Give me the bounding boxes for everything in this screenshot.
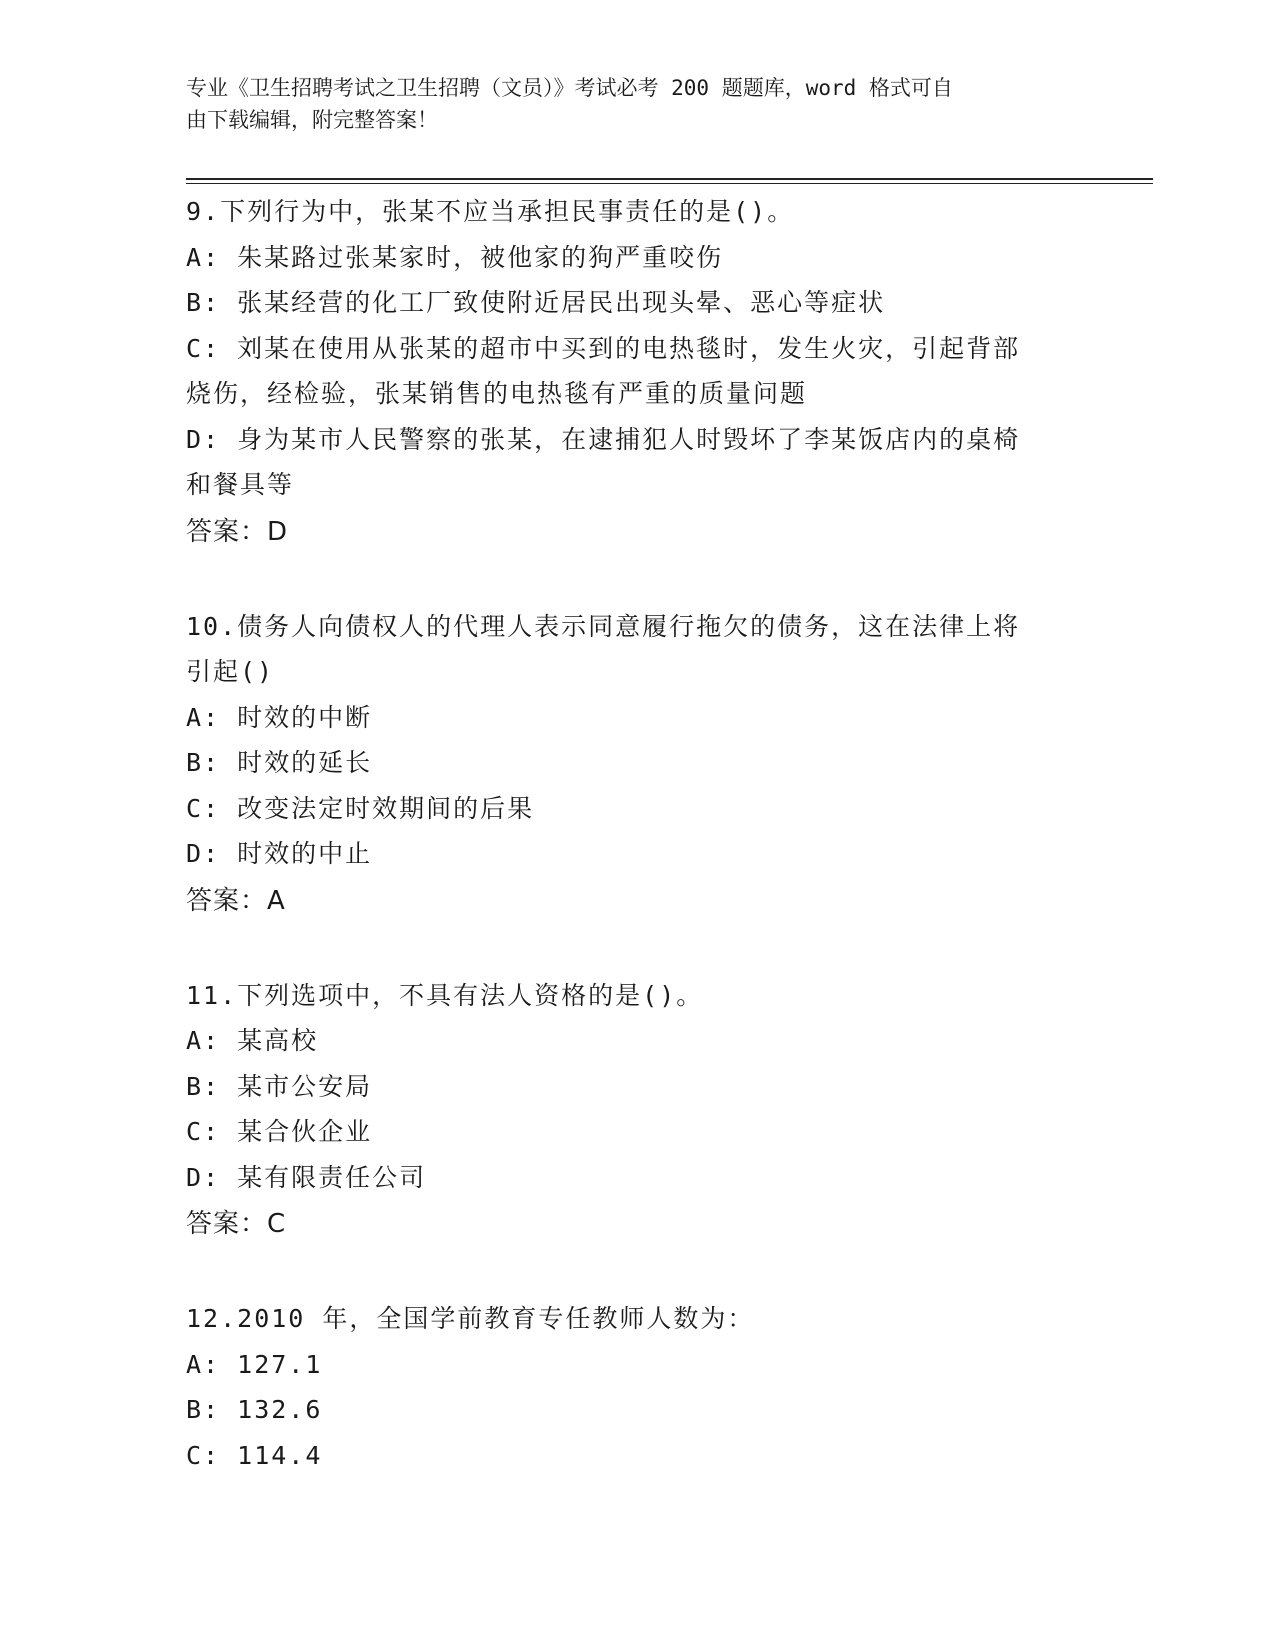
option-b: B: 时效的延长	[186, 748, 373, 777]
option-c: C: 114.4	[186, 1440, 323, 1470]
question-block	[186, 1296, 1086, 1478]
option-a: A: 某高校	[186, 1026, 319, 1055]
option-a: A: 时效的中断	[186, 702, 373, 732]
question-list	[186, 189, 1086, 1478]
document-header	[186, 72, 1086, 136]
question-block	[186, 973, 1086, 1249]
answer-label: 答案：C	[186, 1209, 287, 1239]
option-b: B: 某市公安局	[186, 1071, 373, 1101]
answer-label: 答案：D	[186, 516, 289, 547]
option-c: C: 某合伙企业	[186, 1117, 373, 1146]
option-c-continued: 烧伤，经检验，张某销售的电热毯有严重的质量问题	[186, 379, 808, 408]
header-divider-thin	[186, 183, 1153, 184]
question-stem: 10.债务人向债权人的代理人表示同意履行拖欠的债务，这在法律上将	[186, 611, 1021, 641]
option-a: A: 127.1	[186, 1349, 323, 1379]
header-line-1: 专业《卫生招聘考试之卫生招聘（文员）》考试必考 200 题题库，word 格式可自	[186, 76, 953, 100]
header-divider-thick	[186, 178, 1153, 180]
question-stem: 12.2010 年，全国学前教育专任教师人数为：	[186, 1304, 755, 1333]
question-stem: 9.下列行为中，张某不应当承担民事责任的是()。	[186, 197, 795, 226]
option-d: D: 某有限责任公司	[186, 1162, 427, 1192]
option-d-continued: 和餐具等	[186, 470, 295, 499]
answer-label: 答案：A	[186, 885, 286, 916]
option-b: B: 132.6	[186, 1395, 323, 1424]
option-b: B: 张某经营的化工厂致使附近居民出现头晕、恶心等症状	[186, 288, 886, 317]
option-c: C: 改变法定时效期间的后果	[186, 793, 535, 823]
option-d: D: 时效的中止	[186, 839, 373, 868]
question-block	[186, 604, 1086, 925]
question-stem-continued: 引起()	[186, 657, 275, 686]
question-block	[186, 189, 1086, 556]
header-line-2: 由下载编辑，附完整答案！	[186, 108, 438, 132]
option-a: A: 朱某路过张某家时，被他家的狗严重咬伤	[186, 242, 724, 272]
option-d: D: 身为某市人民警察的张某，在逮捕犯人时毁坏了李某饭店内的桌椅	[186, 424, 1021, 454]
question-stem: 11.下列选项中，不具有法人资格的是()。	[186, 980, 704, 1010]
option-c: C: 刘某在使用从张某的超市中买到的电热毯时，发生火灾，引起背部	[186, 333, 1021, 363]
